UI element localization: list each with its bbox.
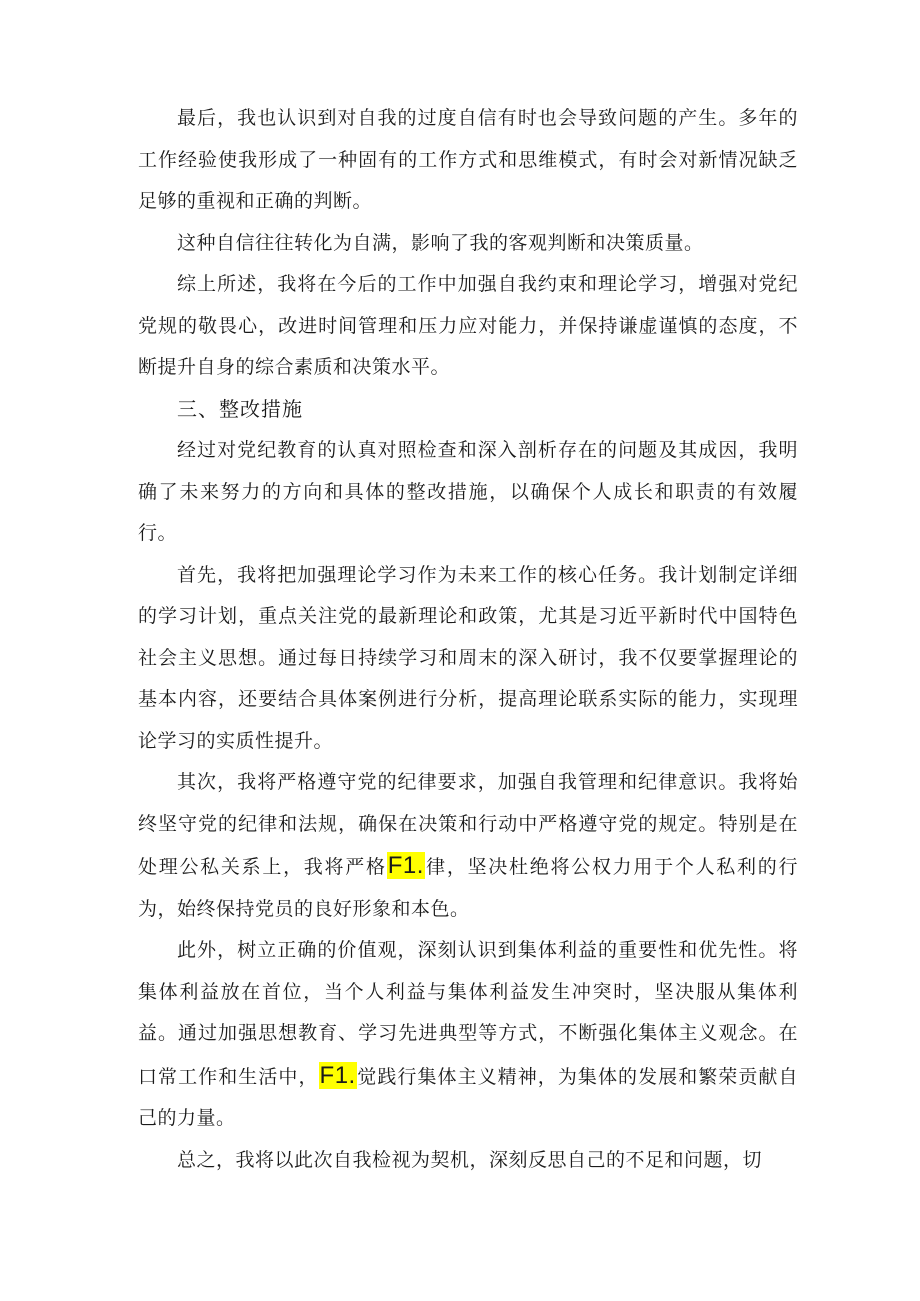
paragraph-discipline	[138, 762, 798, 930]
text-segment: 其次，我将严格遵守党的纪律要求，加强自我管理和纪律意识。我将始终坚守党的纪律和法规，确保在决策和行动中严格遵守党的规定。特别是在处理公私关系上，我将严格	[138, 771, 798, 878]
text-segment: 觉践行集体主义精神，为集体的发展和繁荣贡献自己的力量。	[138, 1065, 798, 1129]
document-page	[138, 98, 798, 1181]
paragraph-collective-values	[138, 930, 798, 1140]
paragraph-summary: 综上所述，我将在今后的工作中加强自我约束和理论学习，增强对党纪党规的敬畏心，改进时间管理和压力应对能力，并保持谦虚谨慎的态度，不断提升自身的综合素质和决策水平。	[138, 273, 798, 378]
highlight-marker: F1.	[387, 852, 424, 879]
text-segment: 律，坚决杜绝将公权力用于个人私利的行为，始终保持党员的良好形象和本色。	[138, 856, 798, 920]
paragraph-overconfidence: 最后，我也认识到对自我的过度自信有时也会导致问题的产生。多年的工作经验使我形成了一种固有的工作方式和思维模式，有时会对新情况缺乏足够的重视和正确的判断。	[138, 107, 798, 212]
paragraph-complacency: 这种自信往往转化为自满，影响了我的客观判断和决策质量。	[177, 231, 704, 254]
paragraph-theory-study: 首先，我将把加强理论学习作为未来工作的核心任务。我计划制定详细的学习计划，重点关注党的最新理论和政策，尤其是习近平新时代中国特色社会主义思想。通过每日持续学习和周末的深入研讨，我不仅要掌握理论的基本内容，还要结合具体案例进行分析，提高理论联系实际的能力，实现理论学习的实质性提升。	[138, 563, 798, 752]
paragraph-conclusion: 总之，我将以此次自我检视为契机，深刻反思自己的不足和问题，切	[177, 1148, 763, 1171]
paragraph-rectification-intro: 经过对党纪教育的认真对照检查和深入剖析存在的问题及其成因，我明确了未来努力的方向和具体的整改措施，以确保个人成长和职责的有效履行。	[138, 439, 798, 544]
text-segment: 此外，树立正确的价值观，深刻认识到集体利益的重要性和优先性。将集体利益放在首位，当个人利益与集体利益发生冲突时，坚决服从集体利益。通过加强思想教育、学习先进典型等方式，不断强化集体主义观念。在口常工作和生活中，	[138, 939, 798, 1088]
section-heading-rectification: 三、整改措施	[177, 396, 303, 421]
highlight-marker: F1.	[319, 1061, 356, 1089]
